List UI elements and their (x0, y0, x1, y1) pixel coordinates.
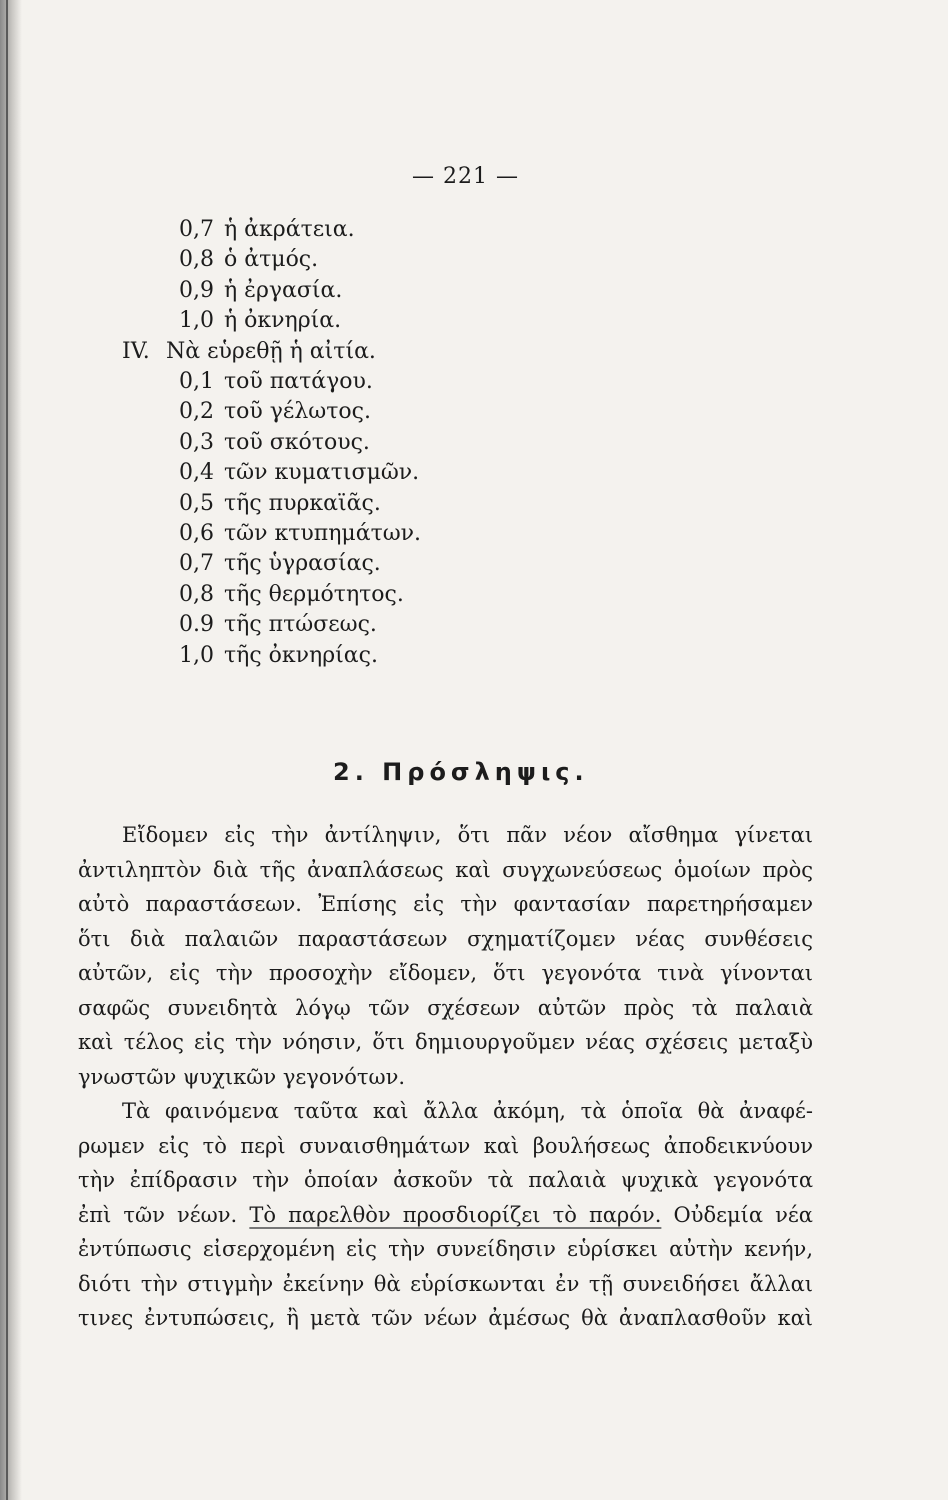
book-binding-shadow (0, 0, 22, 1500)
list-item-text: Νὰ εὑρεθῇ ἡ αἰτία. (166, 338, 376, 364)
paragraph-line: σαφῶς συνειδητὰ λόγῳ τῶν σχέσεων αὐτῶν πρὸς τὰ παλαιὰ (78, 995, 813, 1020)
list-item-text: ἡ ἀκράτεια. (224, 217, 355, 242)
list-item-text: τοῦ γέλωτος. (224, 399, 371, 425)
list-item (160, 580, 421, 610)
paragraph-line: ἀντιληπτὸν διὰ τῆς ἀναπλάσεως καὶ συγχωνεύσεως ὁμοίων πρὸς (78, 857, 813, 882)
section-title: 2. Πρόσληψις. (333, 758, 589, 786)
list-item-number: 0,8 (179, 581, 214, 607)
paragraph-line: διότι τὴν στιγμὴν ἐκείνην θὰ εὑρίσκωνται ἐν τῇ συνειδήσει ἄλλαι (78, 1271, 813, 1296)
list-item (160, 245, 421, 275)
list-item-text: τοῦ σκότους. (224, 429, 370, 455)
list-item-number: 0,4 (179, 460, 214, 486)
line-segment: ἐπὶ τῶν νέων. (78, 1202, 238, 1227)
list-item-text: ἡ ὀκνηρία. (224, 308, 342, 334)
list-item-number: 0,5 (179, 490, 214, 516)
list-item-number: 0,7 (179, 217, 214, 242)
list-item-number: IV. (122, 338, 150, 364)
list-item (160, 549, 421, 579)
list-item (160, 641, 421, 671)
paragraph-line: ἐντύπωσις εἰσερχομένη εἰς τὴν συνείδησιν εὑρίσκει αὐτὴν κενήν, (78, 1237, 813, 1261)
list-item-number: 0,7 (179, 551, 214, 577)
list-item (160, 610, 421, 640)
list-item-number: 0,1 (179, 369, 214, 395)
list-item-text: τοῦ πατάγου. (224, 369, 373, 395)
paragraph-line: Τὰ φαινόμενα ταῦτα καὶ ἄλλα ἀκόμη, τὰ ὁποῖα θὰ ἀναφέ- (122, 1099, 813, 1123)
list-item (160, 215, 421, 245)
list-item (160, 397, 421, 427)
page-number: — 221 — (412, 164, 519, 189)
list-item (160, 489, 421, 519)
list-item-text: τῶν κτυπημάτων. (224, 521, 422, 547)
list-item (160, 306, 421, 336)
list-item-number: 0,9 (179, 277, 214, 303)
list-item-text: ὁ ἀτμός. (224, 247, 319, 273)
list-item-number: 0,8 (179, 247, 214, 273)
list-item-number: 0,2 (179, 399, 214, 425)
list-item-number: 0,3 (179, 429, 214, 455)
list-item-number: 1,0 (179, 308, 214, 334)
line-segment: Οὐδεμία νέα (673, 1202, 813, 1227)
numbered-list (122, 215, 422, 671)
paragraph (78, 818, 813, 1094)
list-item (160, 367, 421, 397)
paragraph-line: αὐτῶν, εἰς τὴν προσοχὴν εἴδομεν, ὅτι γεγονότα τινὰ γίνονται (78, 961, 813, 985)
paragraph (78, 1094, 813, 1336)
list-item-text: τῆς θερμότητος. (224, 581, 404, 607)
list-item-text: τῆς ὀκνηρίας. (224, 642, 378, 668)
list-item (160, 276, 421, 306)
list-item-text: τῶν κυματισμῶν. (224, 460, 420, 486)
list-item-text: τῆς πτώσεως. (224, 612, 377, 638)
paragraph-line: ρωμεν εἰς τὸ περὶ συναισθημάτων καὶ βουλήσεως ἀποδεικνύουν (78, 1133, 813, 1158)
list-item (160, 458, 421, 488)
list-item (160, 428, 421, 458)
underlined-sentence: Τὸ παρελθὸν προσδιορίζει τὸ παρόν. (249, 1202, 662, 1227)
paragraph-line: ὅτι διὰ παλαιῶν παραστάσεων σχηματίζομεν νέας συνθέσεις (78, 926, 813, 951)
list-item-text: ἡ ἐργασία. (224, 277, 343, 303)
paragraph-line: καὶ τέλος εἰς τὴν νόησιν, ὅτι δημιουργοῦμεν νέας σχέσεις μεταξὺ (78, 1030, 813, 1054)
paragraph-line: αὐτὸ παραστάσεων. Ἐπίσης εἰς τὴν φαντασίαν παρετηρήσαμεν (78, 892, 813, 916)
list-item-number: 0.9 (179, 612, 214, 638)
list-item-text: τῆς πυρκαϊᾶς. (224, 490, 381, 516)
list-item-text: τῆς ὑγρασίας. (224, 551, 381, 577)
list-item (160, 519, 421, 549)
book-binding-edge (6, 0, 8, 1500)
paragraph-line: γνωστῶν ψυχικῶν γεγονότων. (78, 1064, 406, 1089)
paragraph-line: τὴν ἐπίδρασιν τὴν ὁποίαν ἀσκοῦν τὰ παλαιὰ ψυχικὰ γεγονότα (78, 1168, 813, 1192)
paragraph-line: τινες ἐντυπώσεις, ἢ μετὰ τῶν νέων ἀμέσως θὰ ἀναπλασθοῦν καὶ (78, 1306, 813, 1330)
list-item-number: 0,6 (179, 521, 214, 547)
paragraph-line (78, 1198, 813, 1233)
list-subheading (122, 337, 421, 367)
list-item-number: 1,0 (179, 642, 214, 668)
paragraph-line: Εἴδομεν εἰς τὴν ἀντίληψιν, ὅτι πᾶν νέον αἴσθημα γίνεται (122, 823, 813, 847)
